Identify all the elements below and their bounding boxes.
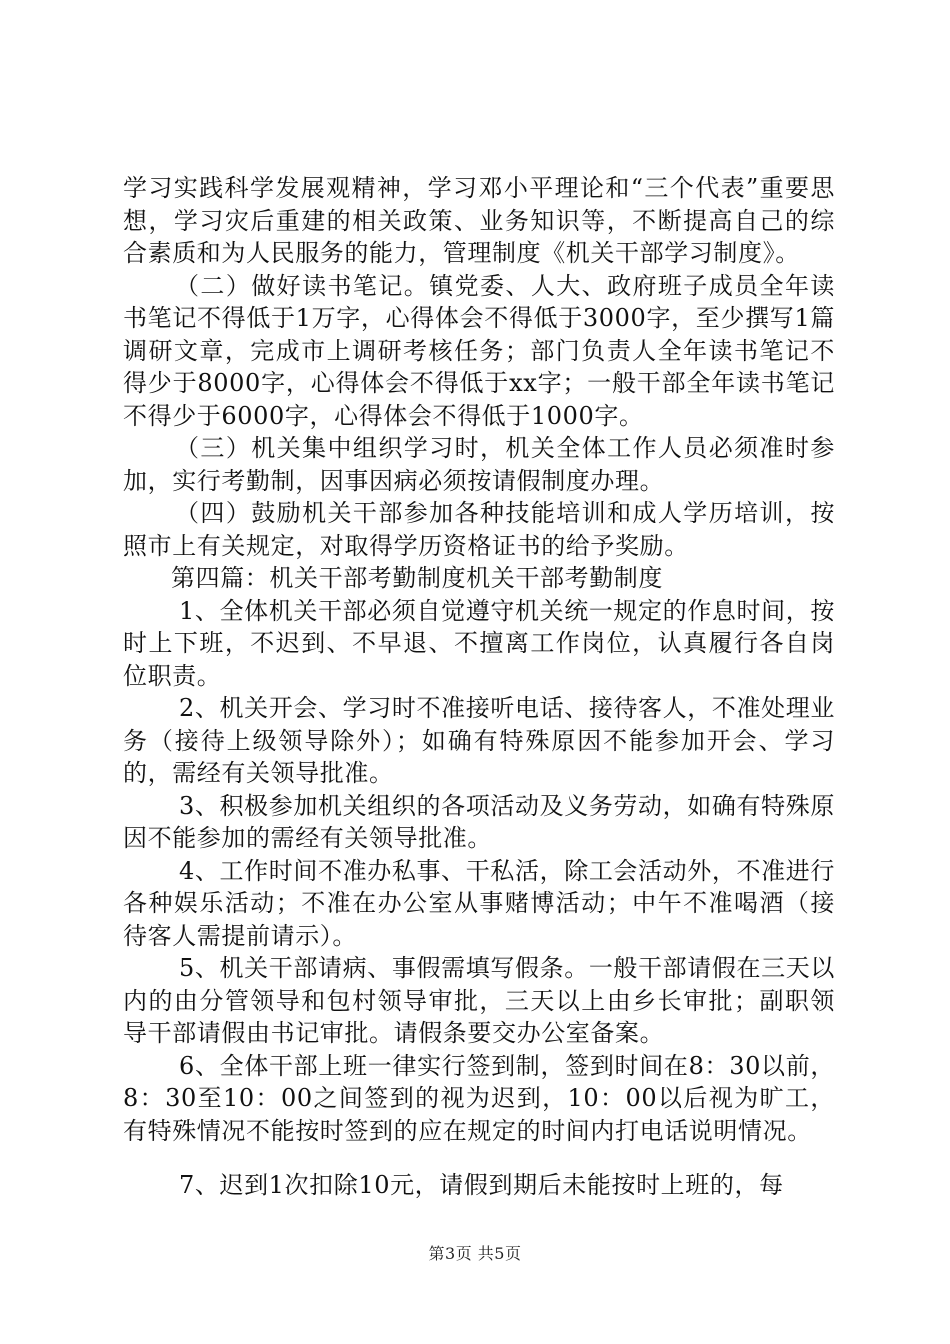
rule-item-4: 4、工作时间不准办私事、干私活，除工会活动外，不准进行各种娱乐活动；不准在办公室从事赌博活动；中午不准喝酒（接待客人需提前请示）。 <box>123 856 835 950</box>
paragraph-reading-notes: （二）做好读书笔记。镇党委、人大、政府班子成员全年读书笔记不得低于1万字，心得体会不得低于3000字，至少撰写1篇调研文章，完成市上调研考核任务；部门负责人全年读书笔记不得少于8000字，心得体会不得低于xx字；一般干部全年读书笔记不得少于6000字，心得体会不得低于1000字。 <box>123 271 835 430</box>
rule-item-2: 2、机关开会、学习时不准接听电话、接待客人，不准处理业务（接待上级领导除外）；如确有特殊原因不能参加开会、学习的，需经有关领导批准。 <box>123 694 835 787</box>
document-body <box>123 172 835 1202</box>
paragraph-training-encouragement: （四）鼓励机关干部参加各种技能培训和成人学历培训，按照市上有关规定，对取得学历资格证书的给予奖励。 <box>123 499 835 560</box>
page-number-footer: 第3页 共5页 <box>428 1244 522 1263</box>
rule-item-1: 1、全体机关干部必须自觉遵守机关统一规定的作息时间，按时上下班，不迟到、不早退、不擅离工作岗位，认真履行各自岗位职责。 <box>123 596 835 690</box>
rule-item-6: 6、全体干部上班一律实行签到制，签到时间在8：30以前，8：30至10：00之间签到的视为迟到，10：00以后视为旷工，有特殊情况不能按时签到的应在规定的时间内打电话说明情况。 <box>123 1051 835 1145</box>
paragraph-group-study: （三）机关集中组织学习时，机关全体工作人员必须准时参加，实行考勤制，因事因病必须按请假制度办理。 <box>123 434 835 495</box>
rule-item-5: 5、机关干部请病、事假需填写假条。一般干部请假在三天以内的由分管领导和包村领导审批，三天以上由乡长审批；副职领导干部请假由书记审批。请假条要交办公室备案。 <box>123 954 835 1047</box>
section-heading-attendance: 第四篇：机关干部考勤制度机关干部考勤制度 <box>171 564 663 592</box>
paragraph-study-content: 学习实践科学发展观精神，学习邓小平理论和“三个代表”重要思想，学习灾后重建的相关政策、业务知识等，不断提高自己的综合素质和为人民服务的能力，管理制度《机关干部学习制度》。 <box>123 174 835 267</box>
rule-item-7: 7、迟到1次扣除10元，请假到期后未能按时上班的，每 <box>179 1171 784 1199</box>
rule-item-3: 3、积极参加机关组织的各项活动及义务劳动，如确有特殊原因不能参加的需经有关领导批准。 <box>123 791 835 852</box>
